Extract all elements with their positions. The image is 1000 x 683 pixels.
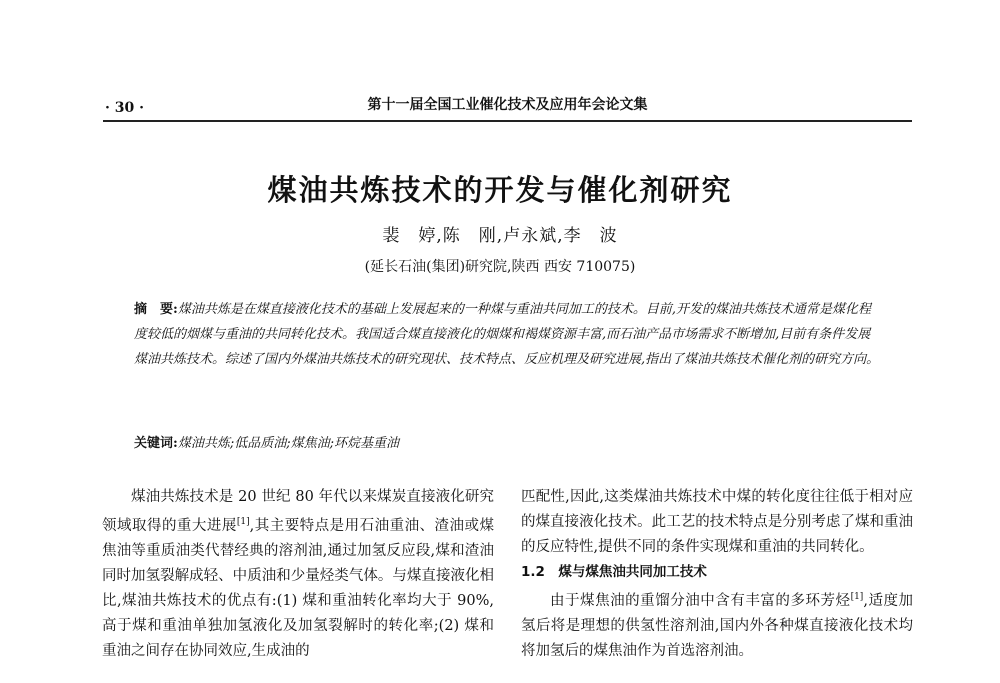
authors: 裴 婷,陈 刚,卢永斌,李 波	[382, 226, 618, 246]
journal-title: 第十一届全国工业催化技术及应用年会论文集	[367, 97, 648, 113]
keywords	[134, 432, 880, 451]
citation: [1]	[850, 592, 864, 602]
citation: [1]	[236, 517, 250, 527]
abstract-text: 煤油共炼是在煤直接液化技术的基础上发展起来的一种煤与重油共同加工的技术。目前,开发的煤油共炼技术通常是煤化程度较低的烟煤与重油的共同转化技术。我国适合煤直接液化的烟煤和褐煤资源丰富,而石油产品市场需求不断增加,目前有条件发展煤油共炼技术。综述了国内外煤油共炼技术的研究现状、技术特点、反应机理及研究进展,指出了煤油共炼技术催化剂的研究方向。	[134, 302, 880, 367]
running-header	[103, 94, 912, 122]
body-text: 由于煤焦油的重馏分油中含有丰富的多环芳烃	[550, 592, 851, 609]
body-paragraph: 匹配性,因此,这类煤油共炼技术中煤的转化度往往低于相对应的煤直接液化技术。此工艺的技术特点是分别考虑了煤和重油的反应特性,提供不同的条件实现煤和重油的共同转化。	[521, 489, 913, 555]
body-column-right	[521, 485, 913, 664]
body-paragraph	[521, 585, 913, 664]
page-number: · 30 ·	[105, 100, 144, 116]
body-column-left	[102, 485, 494, 664]
affiliation: (延长石油(集团)研究院,陕西 西安 710075)	[364, 259, 636, 275]
abstract	[134, 297, 880, 372]
body-text: ,适度加氢后将是理想的供氢性溶剂油,国内外各种煤直接液化技术均将加氢后的煤焦油作为首选溶剂油。	[521, 592, 914, 659]
keywords-text: 煤油共炼;低品质油;煤焦油;环烷基重油	[177, 436, 399, 451]
body-text: ,其主要特点是用石油重油、渣油或煤焦油等重质油类代替经典的溶剂油,通过加氢反应段,煤和渣油同时加氢裂解成轻、中质油和少量烃类气体。与煤直接液化相比,煤油共炼技术的优点有:(1) 煤和重油转化率均大于 90%,高于煤和重油单独加氢液化及加氢裂解时的转化率;(2) 煤和重油之间存在协同效应,生成油的	[102, 517, 495, 659]
body-paragraph	[102, 485, 494, 664]
abstract-label: 摘 要:	[134, 302, 178, 317]
keywords-label: 关键词:	[134, 436, 178, 451]
section-heading: 1.2 煤与煤焦油共同加工技术	[521, 564, 707, 580]
paper-title: 煤油共炼技术的开发与催化剂研究	[267, 173, 733, 207]
body-text: 煤油共炼技术是 20 世纪 80 年代以来煤炭直接液化研究领域取得的重大进展	[102, 489, 494, 534]
